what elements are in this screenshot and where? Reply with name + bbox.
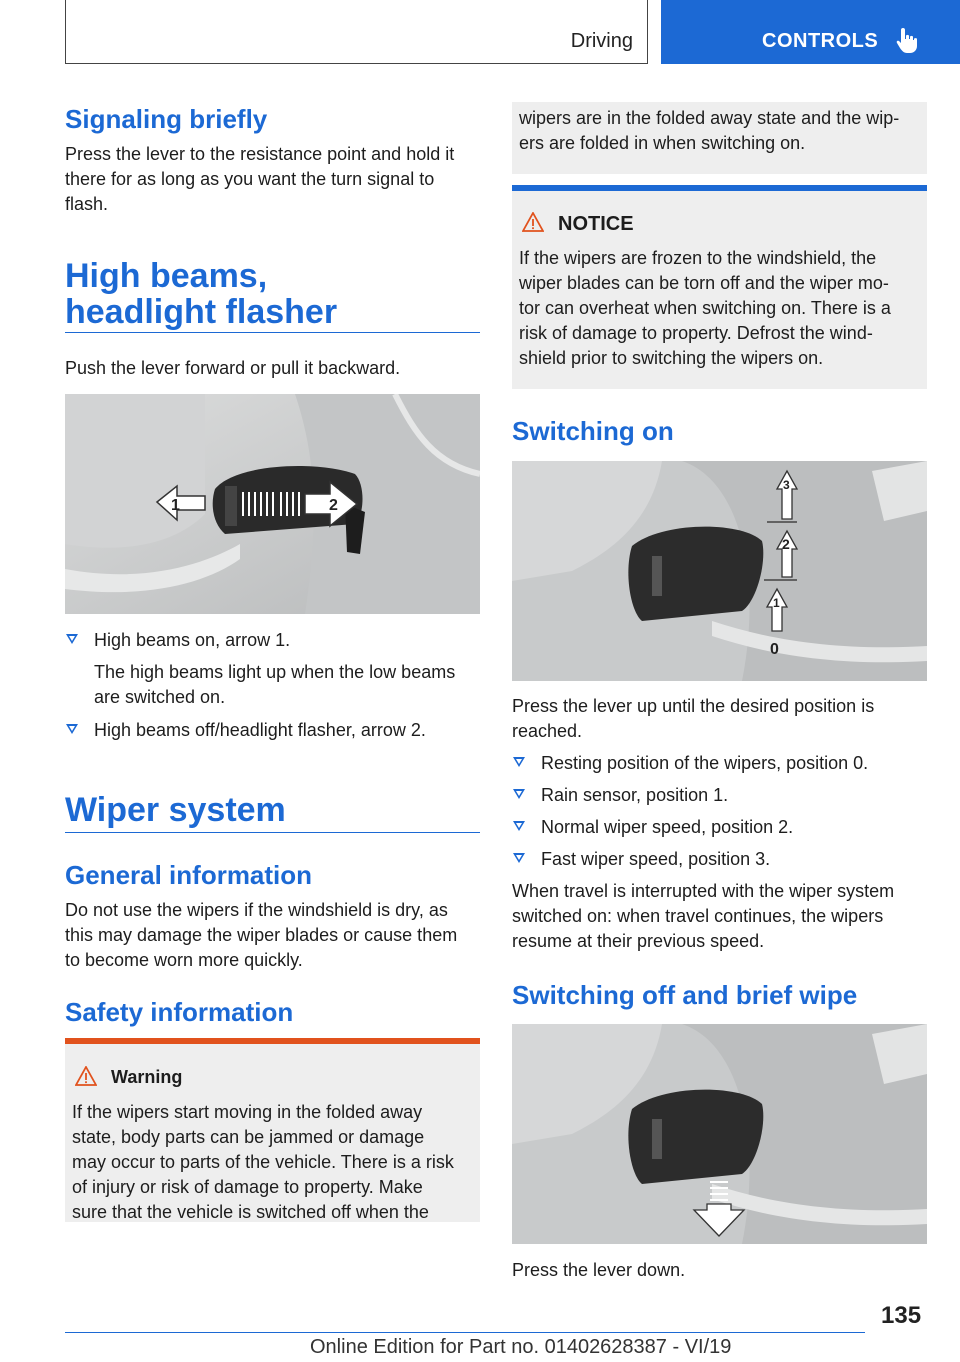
warning-box (65, 1038, 480, 1222)
press-down-text: Press the lever down. (512, 1260, 686, 1280)
header-tab-label: CONTROLS (762, 30, 879, 52)
warning-triangle-icon (75, 1066, 97, 1086)
wiper-switching-off-figure (512, 1024, 927, 1244)
bullet-subtext: are switched on. (94, 687, 226, 707)
press-up-line: reached. (512, 721, 583, 741)
bullet-text: High beams off/headlight flasher, arrow 2. (94, 720, 426, 740)
lever-illustration (65, 394, 480, 614)
wiper-system-heading: Wiper system (65, 791, 286, 829)
page-number: 135 (881, 1302, 922, 1329)
hand-pointer-icon (895, 26, 919, 54)
notice-text-line: tor can overheat when switching on. There is a (519, 298, 891, 318)
position-bullet: Fast wiper speed, position 3. (541, 849, 771, 869)
bullet-subtext: The high beams light up when the low beams (94, 662, 456, 682)
signaling-text-line: flash. (65, 194, 109, 214)
general-information-heading: General information (65, 860, 313, 890)
position-bullet: Normal wiper speed, position 2. (541, 817, 794, 837)
footer-edition-text: Online Edition for Part no. 01402628387 - VI/19 (310, 1336, 732, 1358)
warning-text-line: of injury or risk of damage to property. Make (72, 1177, 423, 1197)
fig1-label-2: 2 (329, 497, 338, 514)
signaling-text-line: there for as long as you want the turn signal to (65, 169, 435, 189)
section-rule (65, 832, 480, 833)
bullet-triangle-icon (513, 821, 525, 831)
fig1-label-1: 1 (171, 497, 180, 514)
fig2-label-0: 0 (770, 641, 779, 658)
wiper-lever-down-illustration (512, 1024, 927, 1244)
high-beams-heading-line: headlight flasher (65, 293, 338, 331)
notice-label: NOTICE (558, 213, 634, 235)
safety-information-heading: Safety information (65, 997, 294, 1027)
general-text-line: this may damage the wiper blades or cause them (65, 925, 458, 945)
section-rule (65, 332, 480, 333)
notice-bar (512, 185, 927, 191)
signaling-text-line: Press the lever to the resistance point and hold it (65, 144, 455, 164)
fig2-label-2: 2 (782, 536, 790, 552)
header-section-label: Driving (570, 30, 633, 52)
press-up-line: Press the lever up until the desired position is (512, 696, 875, 716)
general-text-line: to become worn more quickly. (65, 950, 303, 970)
warning-text-line: sure that the vehicle is switched off when the (72, 1202, 429, 1222)
header-frame (65, 0, 648, 64)
bullet-triangle-icon (513, 757, 525, 767)
wiper-switching-on-figure (512, 461, 927, 681)
bullet-triangle-icon (513, 789, 525, 799)
bullet-triangle-icon (66, 634, 78, 644)
general-text-line: Do not use the wipers if the windshield is dry, as (65, 900, 448, 920)
warning-continued-box (512, 102, 927, 174)
notice-triangle-icon (522, 212, 544, 232)
bullet-text: High beams on, arrow 1. (94, 630, 291, 650)
notice-box (512, 185, 927, 389)
notice-text-line: wiper blades can be torn off and the wiper mo‐ (519, 273, 889, 293)
position-bullet: Rain sensor, position 1. (541, 785, 729, 805)
header-tab-controls[interactable] (661, 0, 960, 64)
warning-label: Warning (111, 1067, 183, 1087)
warning-bar (65, 1038, 480, 1044)
warning-text-line: may occur to parts of the vehicle. There is a risk (72, 1152, 454, 1172)
wiper-lever-up-illustration (512, 461, 927, 681)
high-beams-heading-line: High beams, (65, 257, 268, 295)
travel-text-line: When travel is interrupted with the wiper system (512, 881, 895, 901)
position-bullet: Resting position of the wipers, position 0. (541, 753, 869, 773)
warning-text-line: If the wipers start moving in the folded away (72, 1102, 423, 1122)
warning-text-line: state, body parts can be jammed or damage (72, 1127, 425, 1147)
warning-continued-line: wipers are in the folded away state and the wip‐ (519, 108, 900, 128)
notice-text-line: If the wipers are frozen to the windshield, the (519, 248, 877, 268)
fig2-label-3: 3 (783, 478, 790, 492)
notice-text-line: risk of damage to property. Defrost the wind‐ (519, 323, 873, 343)
switching-off-heading: Switching off and brief wipe (512, 980, 858, 1010)
lever-high-beam-figure (65, 394, 480, 614)
bullet-triangle-icon (66, 724, 78, 734)
footer-rule (65, 1332, 865, 1333)
travel-text-line: switched on: when travel continues, the wipers (512, 906, 884, 926)
notice-text-line: shield prior to switching the wipers on. (519, 348, 824, 368)
travel-text-line: resume at their previous speed. (512, 931, 765, 951)
bullet-triangle-icon (513, 853, 525, 863)
switching-on-heading: Switching on (512, 416, 674, 446)
high-beams-intro: Push the lever forward or pull it backward. (65, 358, 401, 378)
warning-continued-line: ers are folded in when switching on. (519, 133, 806, 153)
fig2-label-1: 1 (773, 596, 780, 610)
signaling-briefly-heading: Signaling briefly (65, 104, 268, 134)
